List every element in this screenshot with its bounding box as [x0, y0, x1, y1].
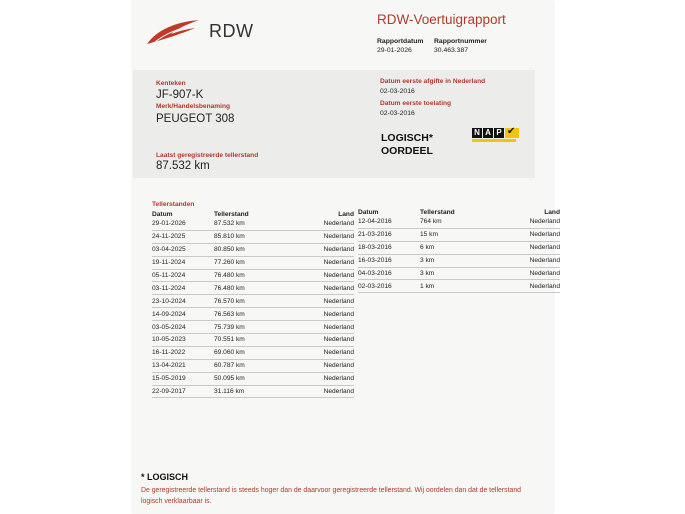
reading-km: 75.739 km — [214, 321, 294, 334]
reading-land: Nederland — [500, 280, 560, 293]
verdict-line1: LOGISCH* — [381, 132, 433, 144]
reading-land: Nederland — [294, 218, 354, 230]
reading-date: 18-03-2016 — [358, 241, 420, 254]
reading-km: 76.570 km — [214, 295, 294, 308]
reading-land: Nederland — [294, 346, 354, 359]
table-row — [358, 228, 560, 241]
table-row — [152, 346, 354, 359]
reading-land: Nederland — [294, 359, 354, 372]
reading-date: 04-03-2016 — [358, 267, 420, 280]
reading-date: 19-11-2024 — [152, 256, 214, 269]
make-label: Merk/Handelsbenaming — [156, 103, 231, 110]
reading-land: Nederland — [294, 243, 354, 256]
reading-date: 14-09-2024 — [152, 308, 214, 321]
reading-km: 3 km — [420, 254, 500, 267]
table-row — [152, 269, 354, 282]
reading-land: Nederland — [294, 321, 354, 334]
reading-date: 12-04-2016 — [358, 216, 420, 228]
make-value: PEUGEOT 308 — [156, 113, 235, 125]
reading-land: Nederland — [294, 269, 354, 282]
report-date-label: Rapportdatum — [377, 38, 424, 45]
reading-km: 69.060 km — [214, 346, 294, 359]
first-issue-label: Datum eerste afgifte in Nederland — [380, 78, 486, 85]
table-row — [152, 321, 354, 334]
plate-value: JF-907-K — [156, 89, 204, 101]
reading-date: 16-11-2022 — [152, 346, 214, 359]
readings-left-body — [152, 218, 354, 398]
table-row — [358, 216, 560, 228]
reading-km: 77.260 km — [214, 256, 294, 269]
readings-table-right — [358, 208, 560, 293]
col-land-header: Land — [338, 210, 354, 218]
reading-land: Nederland — [294, 282, 354, 295]
table-row — [152, 218, 354, 230]
footer-text: De geregistreerde tellerstand is steeds hoger dan de daarvoor geregistreerde tellerstand. Wij oordelen dan dat de tellerstand logisch verklaarbaar is. — [141, 487, 521, 505]
first-issue-value: 02-03-2016 — [380, 88, 415, 95]
reading-km: 31.116 km — [214, 385, 294, 398]
reading-land: Nederland — [500, 241, 560, 254]
table-row — [152, 359, 354, 372]
table-row — [152, 230, 354, 243]
reading-date: 03-04-2025 — [152, 243, 214, 256]
reading-km: 50.095 km — [214, 372, 294, 385]
col-km-header: Tellerstand — [214, 210, 249, 218]
reading-land: Nederland — [294, 372, 354, 385]
reading-date: 24-11-2025 — [152, 230, 214, 243]
odometer-value: 87.532 km — [156, 160, 210, 172]
reading-km: 76.563 km — [214, 308, 294, 321]
reading-date: 10-05-2023 — [152, 334, 214, 347]
readings-title: Tellerstanden — [152, 201, 195, 208]
brand-name: RDW — [209, 20, 254, 41]
reading-land: Nederland — [294, 385, 354, 398]
reading-land: Nederland — [294, 256, 354, 269]
rdw-logo — [145, 16, 254, 46]
reading-date: 29-01-2026 — [152, 218, 214, 230]
report-number: 30.463.387 — [434, 47, 469, 54]
table-row — [358, 267, 560, 280]
report-date-block — [377, 37, 423, 55]
table-row — [358, 280, 560, 293]
col-date-header: Datum — [358, 208, 379, 216]
col-km-header: Tellerstand — [420, 208, 455, 216]
reading-km: 60.787 km — [214, 359, 294, 372]
reading-date: 02-03-2016 — [358, 280, 420, 293]
table-row — [358, 241, 560, 254]
first-admission-label: Datum eerste toelating — [380, 100, 452, 107]
report-number-block — [434, 37, 487, 55]
verdict-line2: OORDEEL — [381, 145, 433, 157]
reading-date: 15-05-2019 — [152, 372, 214, 385]
reading-land: Nederland — [294, 230, 354, 243]
col-land-header: Land — [544, 208, 560, 216]
reading-date: 13-04-2021 — [152, 359, 214, 372]
readings-right-body — [358, 216, 560, 293]
footer-title: * LOGISCH — [141, 472, 189, 482]
reading-land: Nederland — [294, 295, 354, 308]
reading-land: Nederland — [500, 228, 560, 241]
reading-km: 6 km — [420, 241, 500, 254]
reading-date: 21-03-2016 — [358, 228, 420, 241]
reading-km: 3 km — [420, 267, 500, 280]
first-admission-value: 02-03-2016 — [380, 110, 415, 117]
rdw-wing-icon — [145, 16, 201, 46]
report-title: RDW-Voertuigrapport — [377, 12, 506, 27]
reading-km: 70.551 km — [214, 334, 294, 347]
reading-km: 76.480 km — [214, 282, 294, 295]
nap-letter-a: A — [483, 128, 493, 138]
table-row — [152, 282, 354, 295]
table-row — [152, 256, 354, 269]
report-number-label: Rapportnummer — [434, 38, 487, 45]
reading-km: 764 km — [420, 216, 500, 228]
nap-letter-n: N — [472, 128, 482, 138]
reading-km: 87.532 km — [214, 218, 294, 230]
verdict — [381, 132, 433, 158]
table-row — [358, 254, 560, 267]
readings-table-left — [152, 210, 354, 398]
reading-km: 1 km — [420, 280, 500, 293]
reading-km: 76.480 km — [214, 269, 294, 282]
report-date: 29-01-2026 — [377, 47, 412, 54]
table-row — [152, 385, 354, 398]
table-row — [152, 334, 354, 347]
reading-land: Nederland — [294, 308, 354, 321]
table-row — [152, 243, 354, 256]
reading-land: Nederland — [294, 334, 354, 347]
reading-date: 23-10-2024 — [152, 295, 214, 308]
nap-badge-bar — [472, 139, 516, 142]
reading-date: 03-05-2024 — [152, 321, 214, 334]
table-row — [152, 295, 354, 308]
reading-date: 03-11-2024 — [152, 282, 214, 295]
odometer-label: Laatst geregistreerde tellerstand — [156, 152, 259, 159]
table-row — [152, 308, 354, 321]
table-row — [152, 372, 354, 385]
reading-km: 15 km — [420, 228, 500, 241]
reading-land: Nederland — [500, 267, 560, 280]
plate-label: Kenteken — [156, 80, 186, 87]
check-icon — [505, 128, 519, 138]
reading-date: 05-11-2024 — [152, 269, 214, 282]
reading-km: 85.810 km — [214, 230, 294, 243]
reading-km: 80.850 km — [214, 243, 294, 256]
reading-date: 16-03-2016 — [358, 254, 420, 267]
nap-letter-p: P — [494, 128, 504, 138]
reading-land: Nederland — [500, 216, 560, 228]
nap-badge — [472, 128, 519, 138]
col-date-header: Datum — [152, 210, 173, 218]
reading-land: Nederland — [500, 254, 560, 267]
reading-date: 22-09-2017 — [152, 385, 214, 398]
